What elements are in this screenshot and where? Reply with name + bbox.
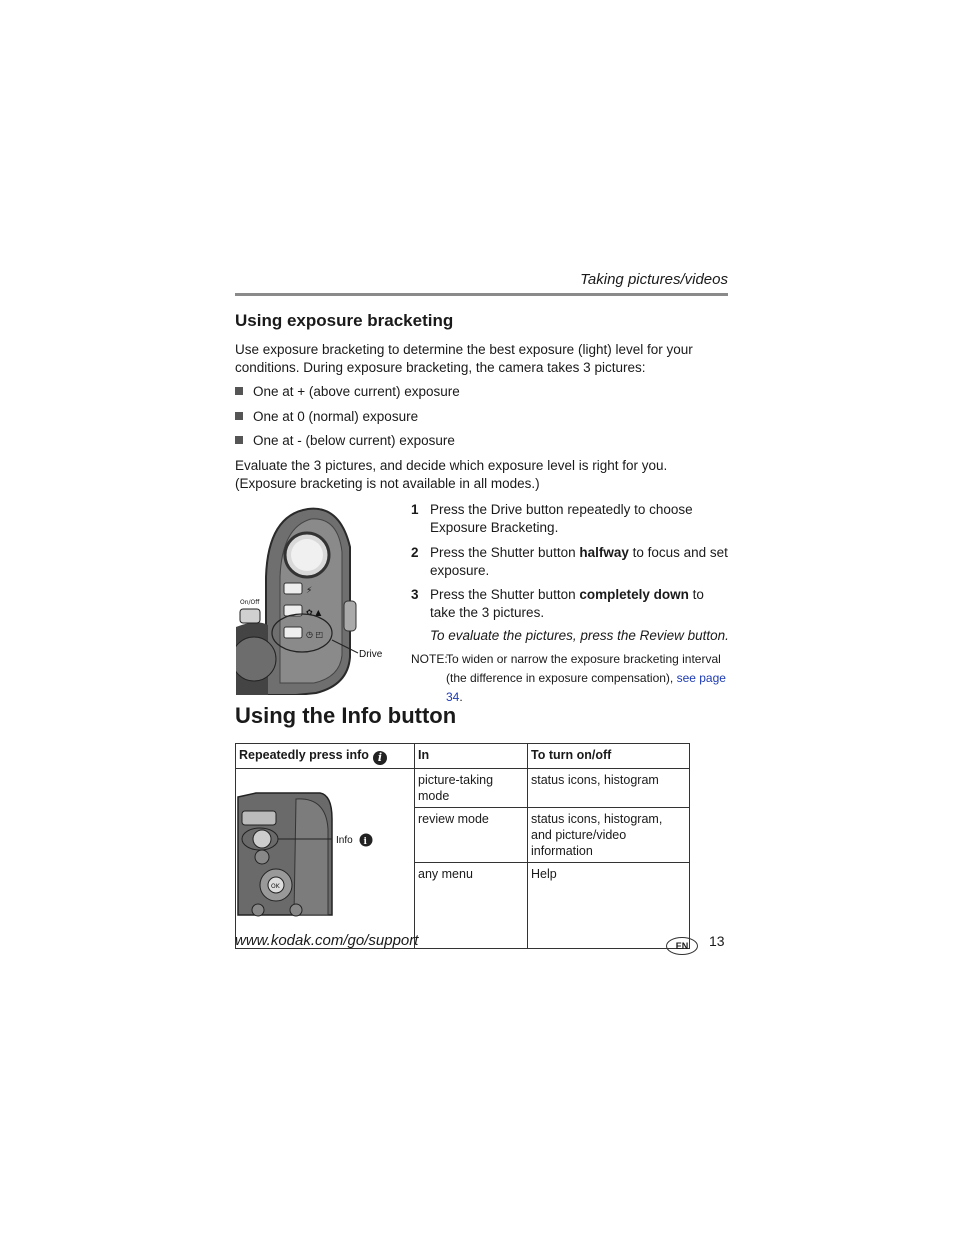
bullet-item bbox=[235, 383, 460, 401]
bullet-text: One at + (above current) exposure bbox=[253, 384, 460, 399]
ok-button-label: OK bbox=[271, 883, 280, 890]
step-number: 1 bbox=[411, 502, 419, 517]
info-table bbox=[235, 743, 690, 949]
svg-text:✿ ▲: ✿ ▲ bbox=[306, 608, 322, 617]
see-page-link[interactable]: see page 34 bbox=[446, 671, 726, 704]
info-label: Info bbox=[336, 835, 353, 846]
camera-back-cell bbox=[236, 769, 415, 949]
bullet-item bbox=[235, 432, 455, 450]
table-cell: any menu bbox=[415, 863, 528, 949]
svg-text:⚡: ⚡ bbox=[306, 586, 313, 596]
bullet-icon bbox=[235, 387, 243, 395]
evaluate-paragraph: Evaluate the 3 pictures, and decide which exposure level is right for you. (Exposure bracketing is not available in all modes.) bbox=[235, 458, 668, 491]
bullet-icon bbox=[235, 436, 243, 444]
step-number: 3 bbox=[411, 587, 419, 602]
step-text: Press the Shutter button completely down to take the 3 pictures. bbox=[430, 587, 704, 620]
step-text: Press the Drive button repeatedly to choose Exposure Bracketing. bbox=[430, 502, 693, 535]
note-text: To widen or narrow the exposure bracketing interval (the difference in exposure compensation), see page 34. bbox=[446, 652, 726, 704]
info-icon-glyph: i bbox=[363, 837, 367, 847]
table-row bbox=[236, 769, 690, 808]
table-cell: status icons, histogram, and picture/video information bbox=[528, 808, 690, 863]
info-icon: i bbox=[373, 751, 387, 765]
onoff-label: On/Off bbox=[240, 599, 260, 606]
camera-back-figure bbox=[236, 769, 408, 917]
bullet-item bbox=[235, 408, 418, 426]
page-number: 13 bbox=[709, 933, 725, 949]
bracketing-intro: Use exposure bracketing to determine the best exposure (light) level for your conditions. During exposure bracketing, the camera takes 3 pictures: bbox=[235, 342, 693, 375]
table-cell: picture-taking mode bbox=[415, 769, 528, 808]
table-header: Repeatedly press info i bbox=[236, 744, 415, 769]
step-3 bbox=[411, 586, 731, 622]
table-cell: Help bbox=[528, 863, 690, 949]
running-header: Taking pictures/videos bbox=[580, 271, 728, 288]
language-badge: EN bbox=[666, 937, 698, 955]
note-label: NOTE: bbox=[411, 652, 448, 666]
bullet-text: One at - (below current) exposure bbox=[253, 433, 455, 448]
bullet-icon bbox=[235, 412, 243, 420]
section-title-info: Using the Info button bbox=[235, 703, 457, 728]
table-header: To turn on/off bbox=[528, 744, 690, 769]
footer-url: www.kodak.com/go/support bbox=[235, 932, 419, 949]
table-cell: review mode bbox=[415, 808, 528, 863]
bullet-text: One at 0 (normal) exposure bbox=[253, 409, 419, 424]
section-title-bracketing: Using exposure bracketing bbox=[235, 311, 454, 330]
step-2 bbox=[411, 544, 731, 580]
table-cell: status icons, histogram bbox=[528, 769, 690, 808]
review-tip: To evaluate the pictures, press the Review button. bbox=[430, 628, 729, 643]
step-number: 2 bbox=[411, 545, 419, 560]
header-rule bbox=[235, 293, 728, 296]
step-1 bbox=[411, 501, 731, 537]
step-text: Press the Shutter button halfway to focus and set exposure. bbox=[430, 545, 728, 578]
drive-label: Drive bbox=[359, 649, 383, 660]
table-header: In bbox=[415, 744, 528, 769]
note-block bbox=[411, 650, 731, 707]
svg-text:◷ ◰: ◷ ◰ bbox=[306, 630, 324, 639]
camera-top-figure bbox=[236, 507, 396, 695]
